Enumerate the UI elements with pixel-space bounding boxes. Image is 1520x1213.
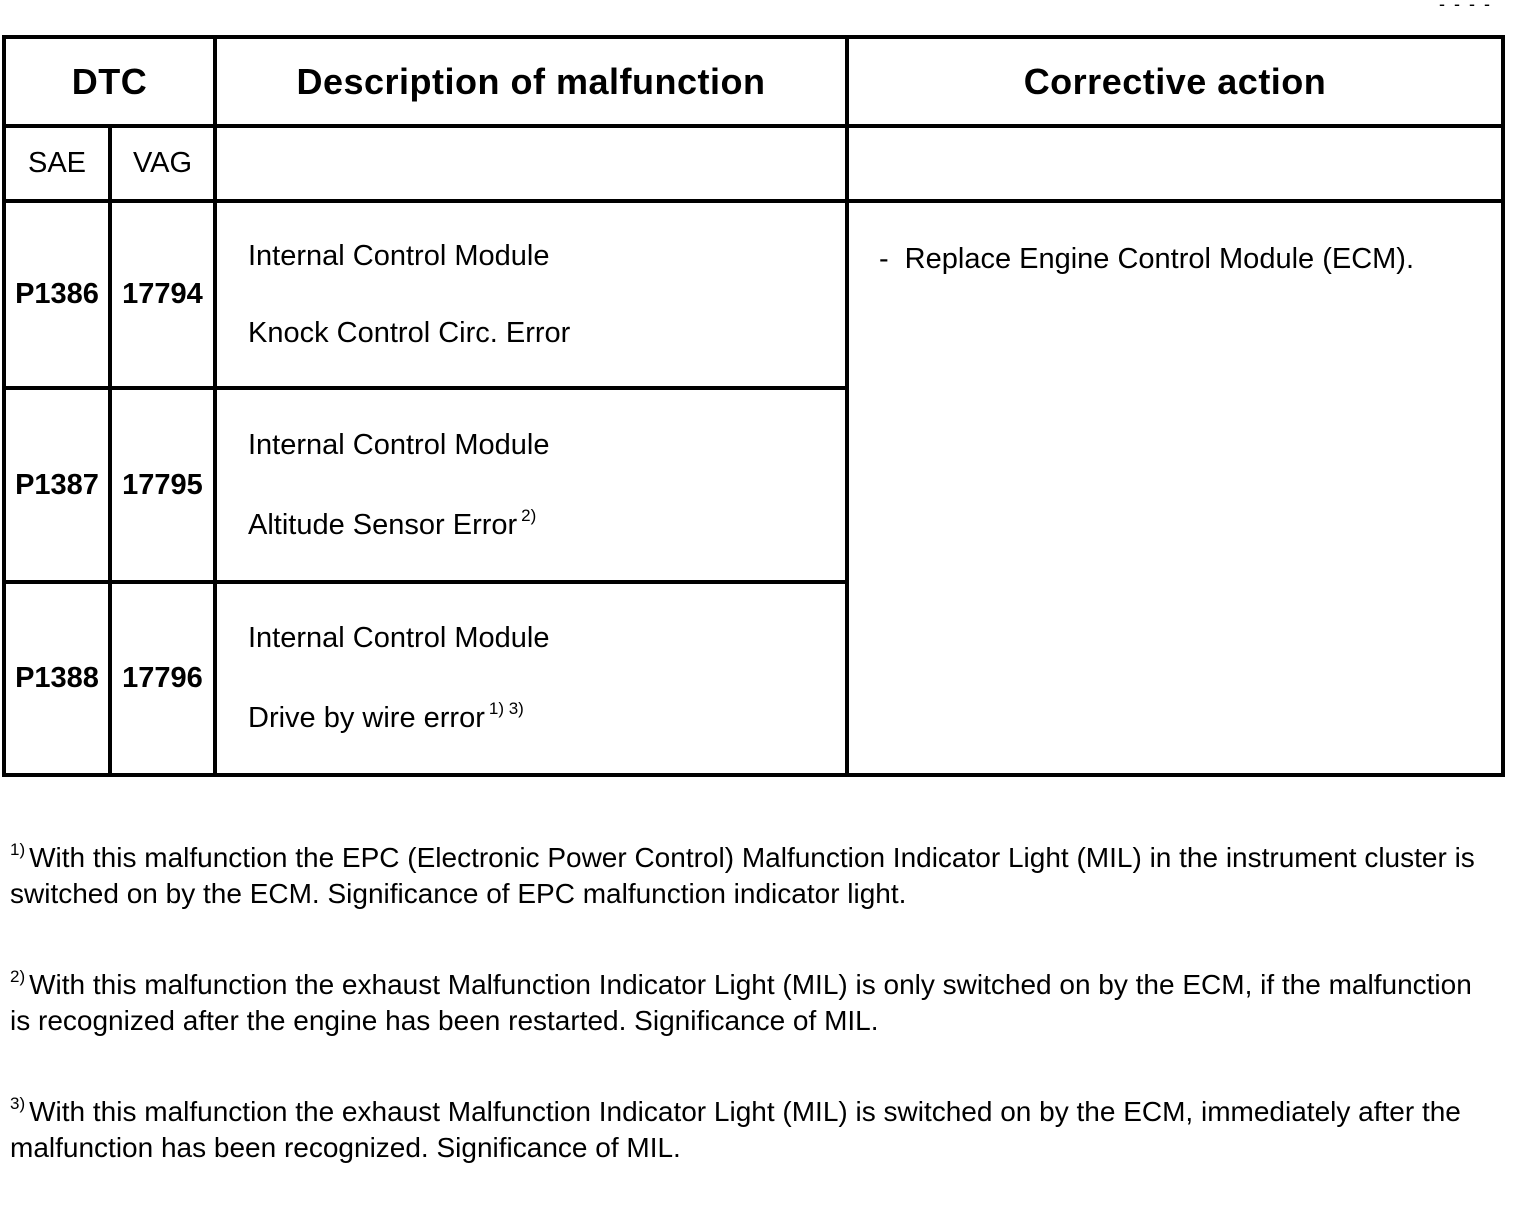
footnotes <box>10 832 1490 1213</box>
table-subheader-row <box>4 126 1503 201</box>
footnote-ref: 2) <box>521 505 537 525</box>
action-dash: - <box>879 243 889 275</box>
footnote-text: With this malfunction the EPC (Electronic Power Control) Malfunction Indicator Light (MIL) in the instrument cluster is switched on by the ECM. Significance of EPC malfunction indicator light. <box>10 842 1475 909</box>
subheader-action-empty <box>847 126 1503 201</box>
footnote-2 <box>10 959 1490 1039</box>
header-corrective-action: Corrective action <box>847 37 1503 126</box>
subheader-sae: SAE <box>4 126 110 201</box>
sae-code: P1387 <box>4 388 110 582</box>
malfunction-description <box>215 582 847 775</box>
description-line-2: Drive by wire error <box>248 702 485 734</box>
subheader-vag: VAG <box>110 126 215 201</box>
malfunction-description <box>215 388 847 582</box>
vag-code: 17795 <box>110 388 215 582</box>
footnote-ref: 1) 3) <box>488 699 524 718</box>
description-line-1: Internal Control Module <box>248 622 550 654</box>
footnote-1 <box>10 832 1490 912</box>
header-dtc: DTC <box>4 37 215 126</box>
sae-code: P1386 <box>4 201 110 388</box>
description-line-1: Internal Control Module <box>248 239 550 272</box>
description-line-1: Internal Control Module <box>248 428 550 461</box>
footnote-3 <box>10 1086 1490 1166</box>
footnote-text: With this malfunction the exhaust Malfunction Indicator Light (MIL) is only switched on by the ECM, if the malfunction is recognized after the engine has been restarted. Significance of MIL. <box>10 969 1472 1036</box>
description-line-2: Altitude Sensor Error <box>248 508 518 541</box>
page-marks: - - - - <box>1439 0 1492 14</box>
footnote-mark: 2) <box>10 967 26 986</box>
footnote-text: With this malfunction the exhaust Malfunction Indicator Light (MIL) is switched on by the ECM, immediately after the malfunction has been recognized. Significance of MIL. <box>10 1096 1461 1163</box>
vag-code: 17794 <box>110 201 215 388</box>
vag-code: 17796 <box>110 582 215 775</box>
header-description: Description of malfunction <box>215 37 847 126</box>
dtc-table <box>2 35 1505 777</box>
malfunction-description <box>215 201 847 388</box>
sae-code: P1388 <box>4 582 110 775</box>
subheader-description-empty <box>215 126 847 201</box>
table-row <box>4 201 1503 388</box>
action-text: Replace Engine Control Module (ECM). <box>904 243 1415 275</box>
footnote-mark: 1) <box>10 840 26 859</box>
table-header-row <box>4 37 1503 126</box>
description-line-2: Knock Control Circ. Error <box>248 316 571 349</box>
corrective-action-cell <box>847 201 1503 775</box>
footnote-mark: 3) <box>10 1094 26 1113</box>
